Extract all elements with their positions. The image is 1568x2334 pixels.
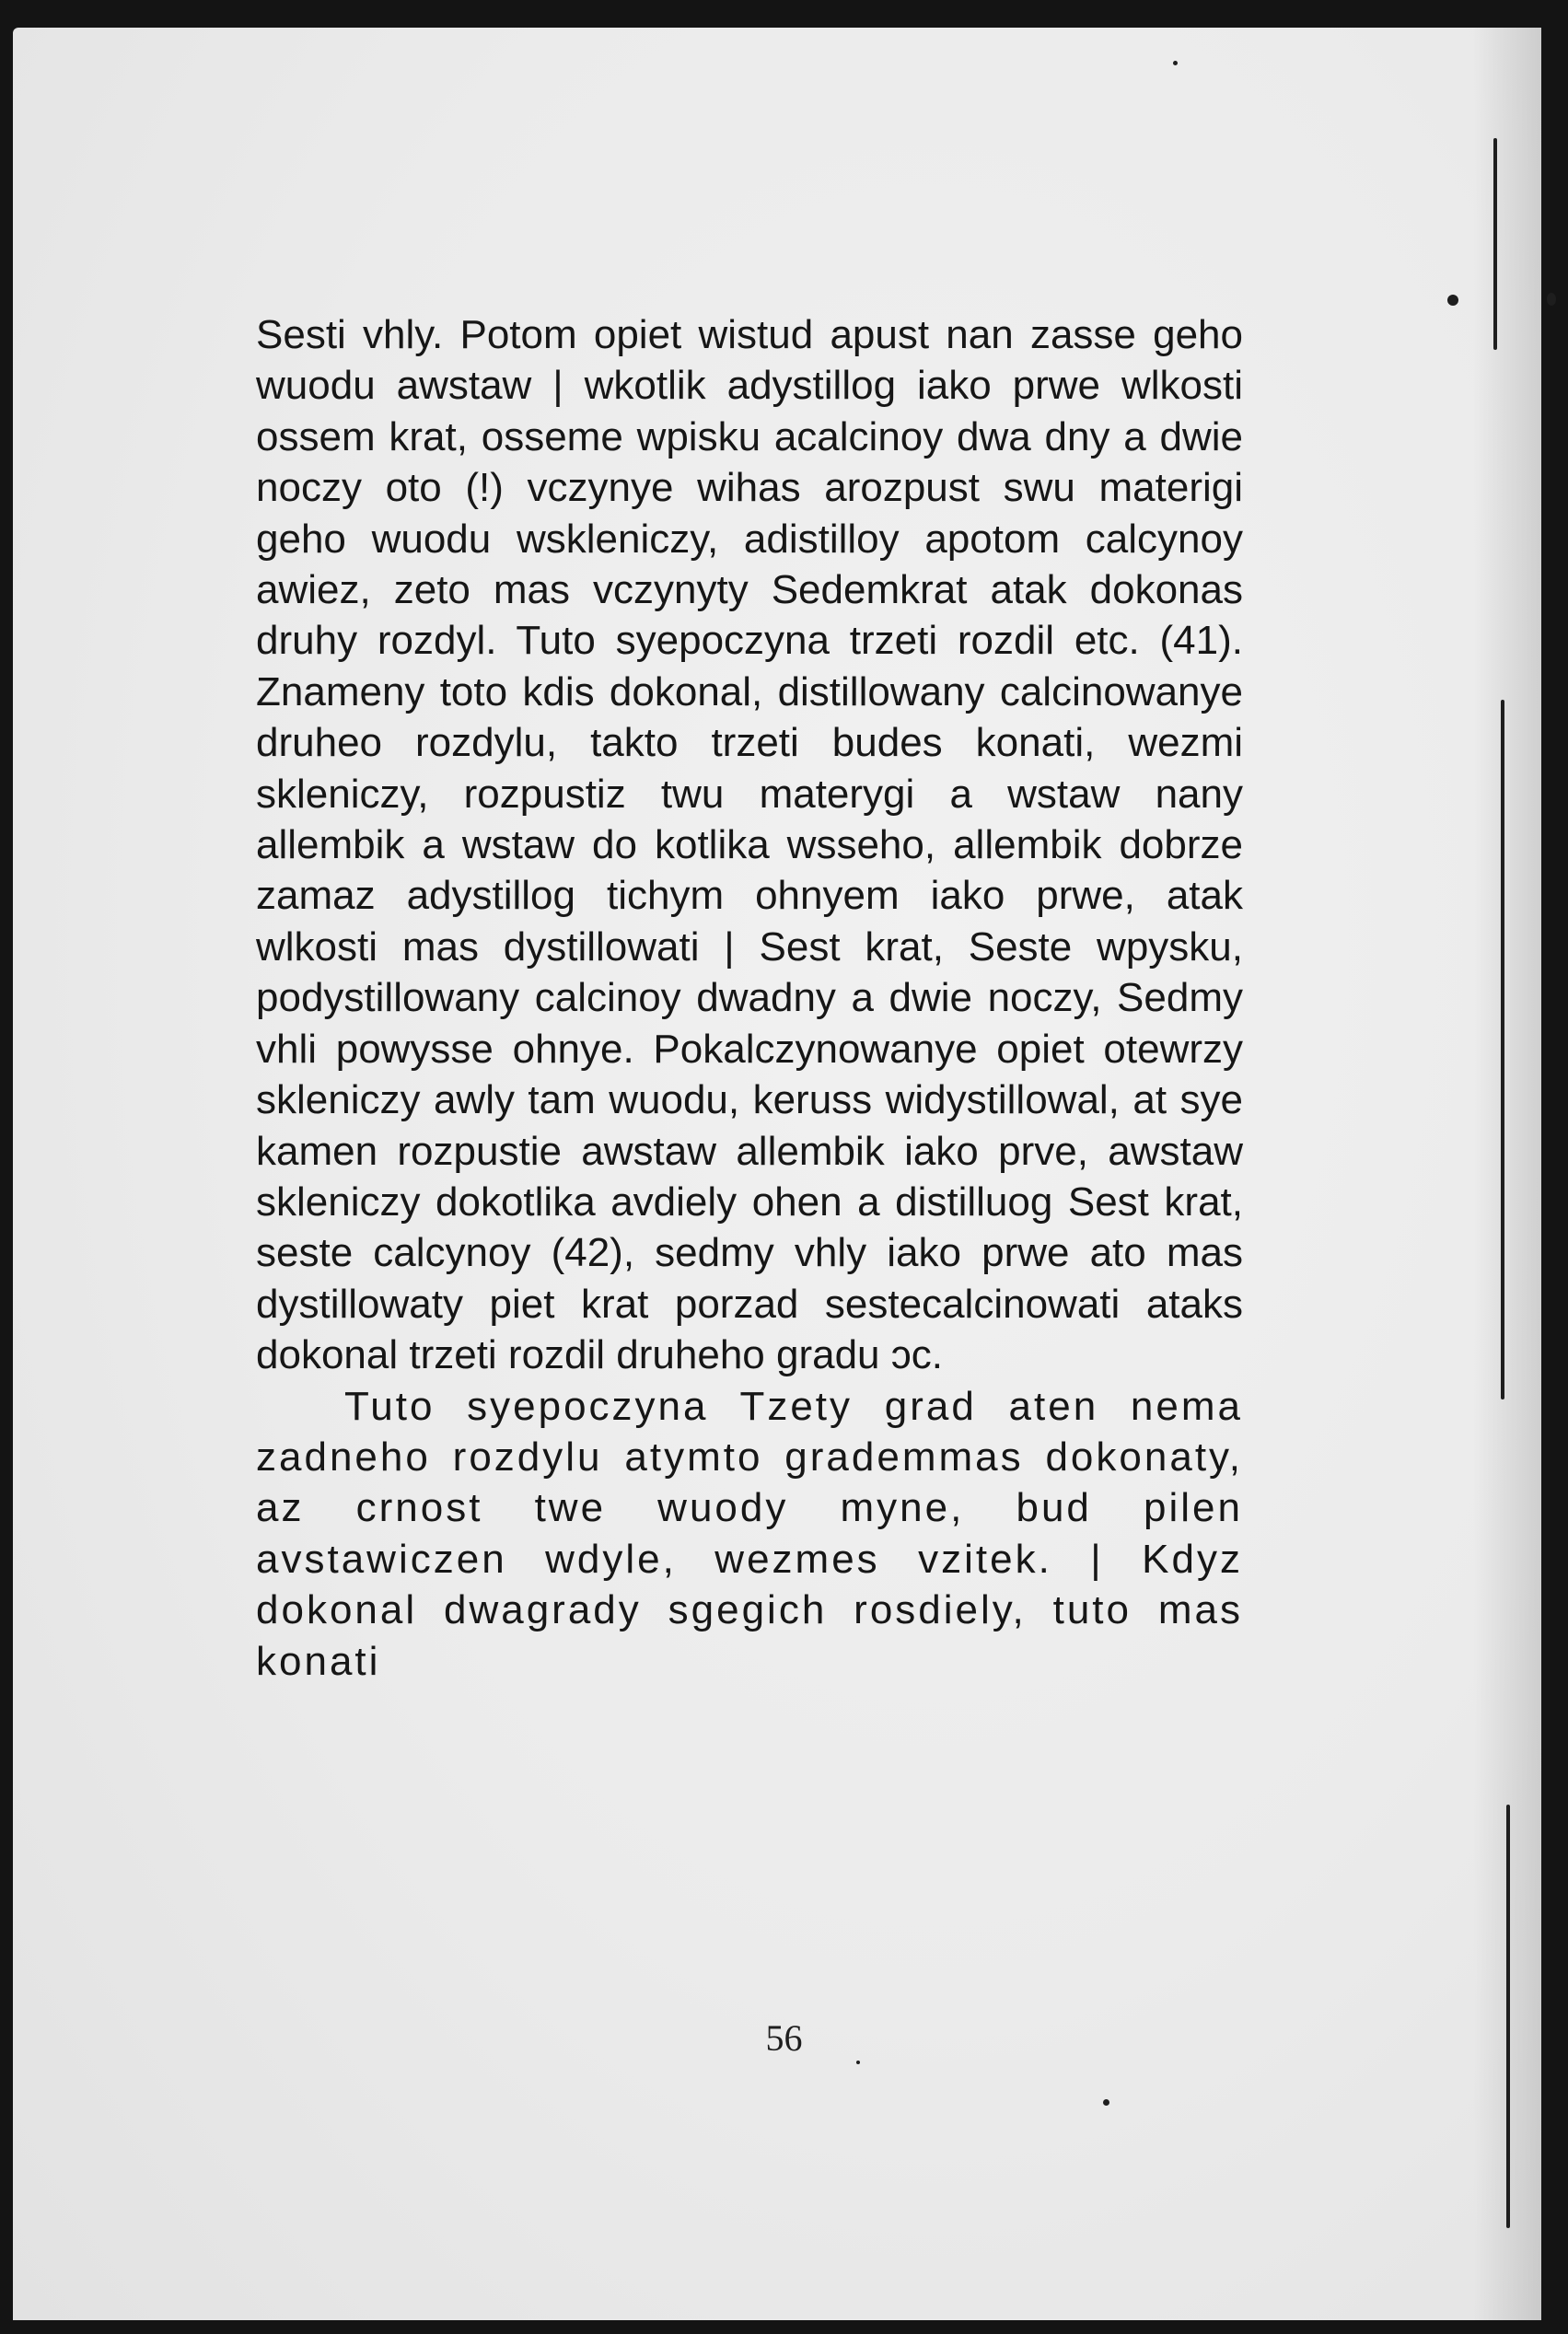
page-speck [1447, 295, 1458, 306]
binding-edge-mark [1493, 138, 1497, 350]
page-speck [1103, 2099, 1109, 2106]
paragraph: Sesti vhly. Potom opiet wistud apust nan zasse geho wuodu awstaw | wkotlik adystillog iako prwe wlkosti ossem krat, osseme wpisku acalcinoy dwa dny a dwie noczy oto (!) vczynye wihas arozpust swu materigi geho wuodu wskleniczy, adistilloy apotom calcynoy awiez, zeto mas vczynyty Sedemkrat atak dokonas druhy rozdyl. Tuto syepoczyna trzeti rozdil etc. (41). Znameny toto kdis dokonal, distillowany calcinowanye druheo rozdylu, takto trzeti budes konati, wezmi skleniczy, rozpustiz twu materygi a wstaw nany allembik a wstaw do kotlika wsseho, allembik dobrze zamaz adystillog tichym ohnyem iako prwe, atak wlkosti mas dystillowati | Sest krat, Seste wpysku, podystillowany calcinoy dwadny a dwie noczy, Sedmy vhli powysse ohnye. Pokalczynowanye opiet otewrzy skleniczy awly tam wuodu, keruss widystillowal, at sye kamen rozpustie awstaw allembik iako prve, awstaw skleniczy dokotlika avdiely ohen a distilluog Sest krat, seste calcynoy (42), sedmy vhly iako prwe ato mas dystillowaty piet krat porzad sestecalcinowati ataks dokonal trzeti rozdil druheho gradu ɔc. [256, 312, 1243, 1378]
page-speck [1173, 61, 1178, 65]
paragraph: Tuto syepoczyna Tzety grad aten nema zadneho rozdylu atymto grademmas dokonaty, az crnost twe wuody myne, bud pilen avstawiczen wdyle, wezmes vzitek. | Kdyz dokonal dwagrady sgegich rosdiely, tuto mas konati [256, 1383, 1243, 1684]
page-speck [856, 2061, 860, 2064]
page-speck [1547, 293, 1556, 306]
page-number: 56 [765, 2017, 803, 2059]
body-text [256, 309, 1243, 1687]
binding-edge-mark [1501, 700, 1504, 1399]
